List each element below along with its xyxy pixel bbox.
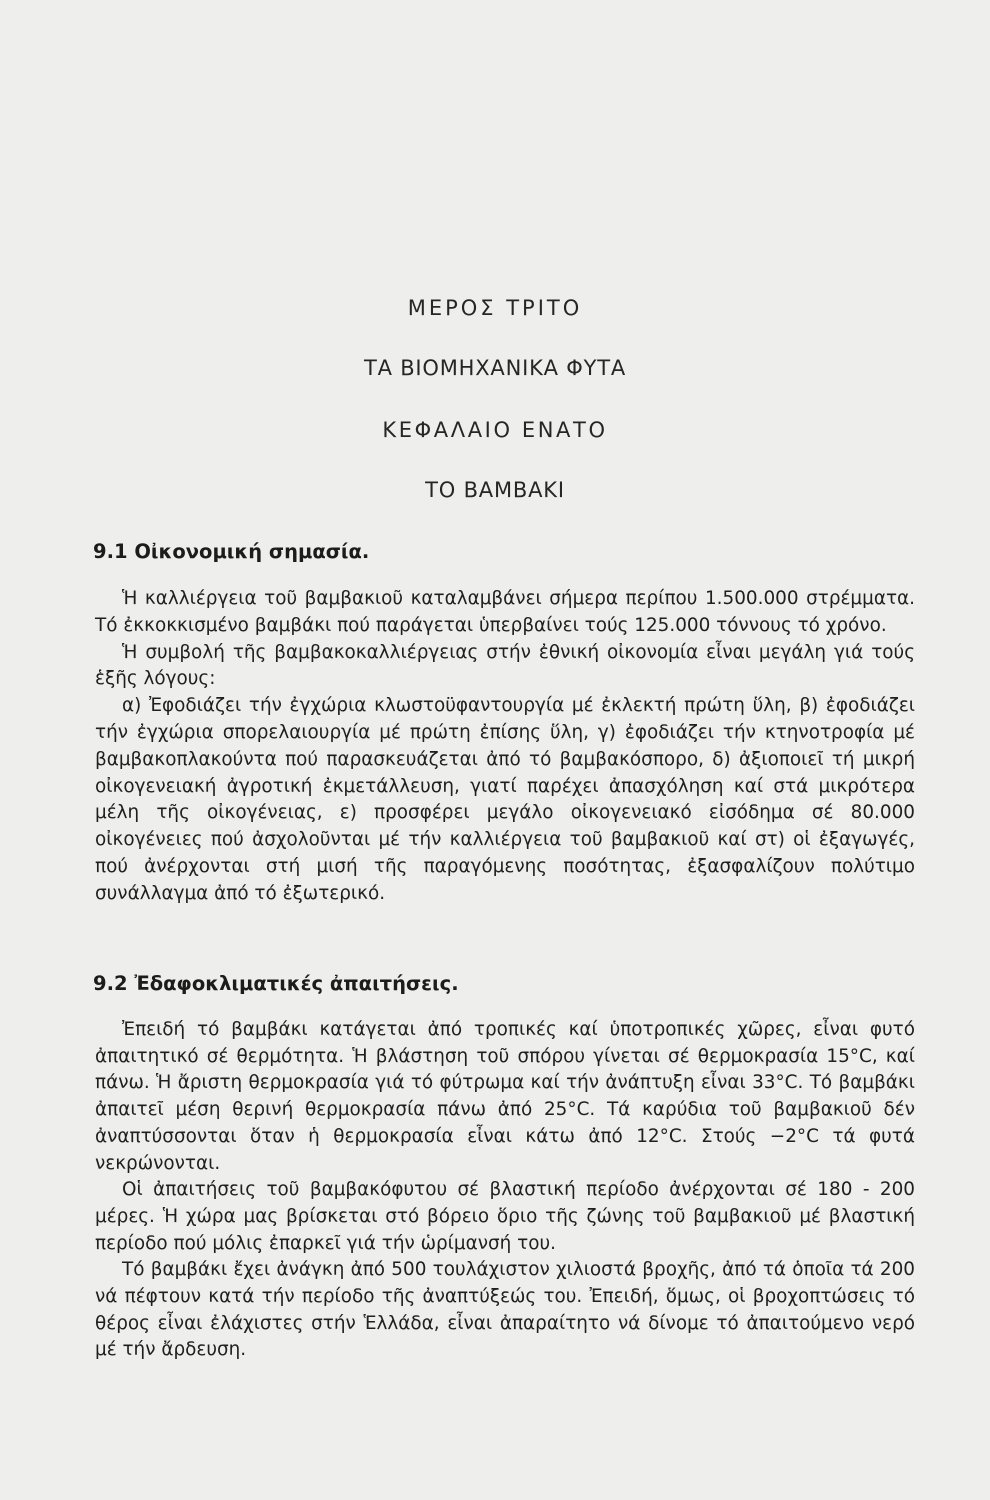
part-heading: ΜΕΡΟΣ ΤΡΙΤΟ <box>407 296 583 320</box>
section-body-9-2 <box>95 1017 915 1364</box>
section-title-9-2: 9.2 Ἐδαφοκλιματικές ἀπαιτήσεις. <box>93 972 459 995</box>
chapter-heading: ΚΕΦΑΛΑΙΟ ΕΝΑΤΟ <box>382 418 608 442</box>
paragraph: Τό βαμβάκι ἔχει ἀνάγκη ἀπό 500 τουλάχιστον χιλιοστά βροχῆς, ἀπό τά ὁποῖα τά 200 νά πέφτουν κατά τήν περίοδο τῆς ἀναπτύξεώς του. Ἐπειδή, ὅμως, οἱ βροχοπτώσεις τό θέρος εἶναι ἐλάχιστες στήν Ἑλλάδα, εἶναι ἀπαραίτητο νά δίνομε τό ἀπαιτούμενο νερό μέ τήν ἄρδευση. <box>95 1259 915 1361</box>
chapter-title: ΤΟ ΒΑΜΒΑΚΙ <box>425 478 565 502</box>
paragraph: Ἐπειδή τό βαμβάκι κατάγεται ἀπό τροπικές καί ὑποτροπικές χῶρες, εἶναι φυτό ἀπαιτητικό σέ θερμότητα. Ἡ βλάστηση τοῦ σπόρου γίνεται σέ θερμοκρασία 15°C, καί πάνω. Ἡ ἄριστη θερμοκρασία γιά τό φύτρωμα καί τήν ἀνάπτυξη εἶναι 33°C. Τό βαμβάκι ἀπαιτεῖ μέση θερινή θερμοκρασία πάνω ἀπό 25°C. Τά καρύδια τοῦ βαμβακιοῦ δέν ἀναπτύσσονται ὅταν ἡ θερμοκρασία εἶναι κάτω ἀπό 12°C. Στούς −2°C τά φυτά νεκρώνονται. <box>95 1019 915 1174</box>
section-title-9-1: 9.1 Οἰκονομική σημασία. <box>93 540 370 563</box>
part-title: ΤΑ ΒΙΟΜΗΧΑΝΙΚΑ ΦΥΤΑ <box>363 356 627 380</box>
section-body-9-1 <box>95 586 915 908</box>
paragraph: Οἱ ἀπαιτήσεις τοῦ βαμβακόφυτου σέ βλαστική περίοδο ἀνέρχονται σέ 180 - 200 μέρες. Ἡ χώρα μας βρίσκεται στό βόρειο ὅριο τῆς ζώνης τοῦ βαμβακιοῦ μέ βλαστική περίοδο πού μόλις ἐπαρκεῖ γιά τήν ὡρίμανσή του. <box>95 1179 915 1254</box>
paragraph: α) Ἐφοδιάζει τήν ἐγχώρια κλωστοϋφαντουργία μέ ἐκλεκτή πρώτη ὕλη, β) ἐφοδιάζει τήν ἐγχώρια σπορελαιουργία μέ πρώτη ἐπίσης ὕλη, γ) ἐφοδιάζει τήν κτηνοτροφία μέ βαμβακοπλακούντα πού παρασκευάζεται ἀπό τό βαμβακόσπορο, δ) ἀξιοποιεῖ τή μικρή οἰκογενειακή ἀγροτική ἐκμετάλλευση, γιατί παρέχει ἀπασχόληση καί στά μικρότερα μέλη τῆς οἰκογένειας, ε) προσφέρει μεγάλο οἰκογενειακό εἰσόδημα σέ 80.000 οἰκογένειες πού ἀσχολοῦνται μέ τήν καλλιέργεια τοῦ βαμβακιοῦ καί στ) οἱ ἐξαγωγές, πού ἀνέρχονται στή μισή τῆς παραγόμενης ποσότητας, ἐξασφαλίζουν πολύτιμο συνάλλαγμα ἀπό τό ἐξωτερικό. <box>95 695 915 904</box>
paragraph: Ἡ συμβολή τῆς βαμβακοκαλλιέργειας στήν ἐθνική οἰκονομία εἶναι μεγάλη γιά τούς ἑξῆς λόγους: <box>95 641 915 690</box>
paragraph: Ἡ καλλιέργεια τοῦ βαμβακιοῦ καταλαμβάνει σήμερα περίπου 1.500.000 στρέμματα. Τό ἐκκοκκισμένο βαμβάκι πού παράγεται ὑπερβαίνει τούς 125.000 τόννους τό χρόνο. <box>95 588 915 636</box>
